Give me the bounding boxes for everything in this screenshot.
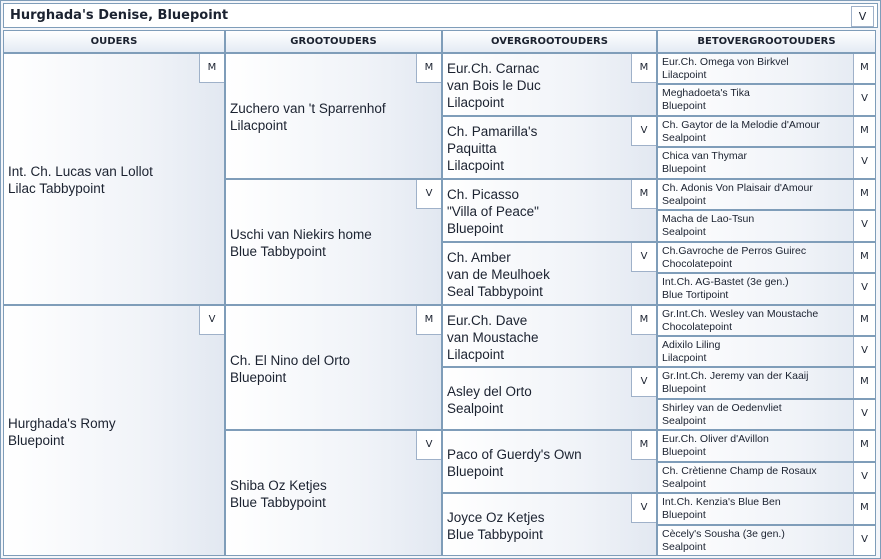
cat-name-line: Adixilo Liling bbox=[662, 339, 721, 351]
cat-name-line: Asley del Orto bbox=[447, 384, 532, 399]
cat-color: Bluepoint bbox=[662, 446, 706, 458]
great-great-grandparent-cell[interactable] bbox=[657, 179, 876, 210]
sex-indicator[interactable]: M bbox=[853, 368, 875, 398]
column-header-great-grandparents: OVERGROOTOUDERS bbox=[442, 30, 657, 53]
sex-indicator[interactable]: M bbox=[631, 431, 656, 460]
great-great-grandparent-cell[interactable] bbox=[657, 336, 876, 367]
cat-name-line: van de Meulhoek bbox=[447, 267, 550, 282]
grandparent-cell[interactable] bbox=[225, 53, 442, 179]
parent-text bbox=[8, 163, 153, 197]
great-grandparent-text bbox=[447, 60, 541, 111]
cat-color: Sealpoint bbox=[662, 415, 706, 427]
cat-name-line: Shiba Oz Ketjes bbox=[230, 478, 327, 493]
cat-name-line: Cècely's Sousha (3e gen.) bbox=[662, 528, 785, 540]
sex-indicator[interactable]: M bbox=[416, 54, 441, 83]
great-great-grandparent-cell[interactable] bbox=[657, 399, 876, 430]
cat-name-line: Ch. Pamarilla's bbox=[447, 124, 538, 139]
great-grandparent-text bbox=[447, 446, 582, 480]
cat-color: Sealpoint bbox=[662, 541, 706, 553]
great-great-grandparent-text bbox=[662, 276, 789, 302]
cat-color: Bluepoint bbox=[662, 163, 706, 175]
great-grandparent-cell[interactable] bbox=[442, 242, 657, 305]
cat-color: Blue Tortipoint bbox=[662, 289, 729, 301]
parent-cell[interactable] bbox=[3, 305, 225, 556]
cat-color: Blue Tabbypoint bbox=[447, 527, 543, 542]
grandparent-text bbox=[230, 352, 350, 386]
great-great-grandparent-cell[interactable] bbox=[657, 525, 876, 556]
cat-name-title: Hurghada's Denise, Bluepoint bbox=[10, 8, 229, 23]
cat-name-line: Gr.Int.Ch. Jeremy van der Kaaij bbox=[662, 370, 809, 382]
cat-name-line: Ch. Crètienne Champ de Rosaux bbox=[662, 465, 817, 477]
column-header-parents: OUDERS bbox=[3, 30, 225, 53]
great-grandparent-cell[interactable] bbox=[442, 53, 657, 116]
great-great-grandparent-text bbox=[662, 119, 820, 145]
great-great-grandparent-text bbox=[662, 433, 769, 459]
cat-color: Bluepoint bbox=[447, 464, 504, 479]
sex-indicator[interactable]: M bbox=[853, 117, 875, 146]
cat-name-line: Int.Ch. Kenzia's Blue Ben bbox=[662, 496, 781, 508]
great-grandparent-cell[interactable] bbox=[442, 430, 657, 493]
great-grandparent-cell[interactable] bbox=[442, 116, 657, 179]
sex-indicator[interactable]: V bbox=[853, 400, 875, 429]
cat-color: Sealpoint bbox=[662, 132, 706, 144]
grandparent-text bbox=[230, 100, 386, 134]
sex-indicator[interactable]: V bbox=[199, 306, 224, 335]
great-great-grandparent-cell[interactable] bbox=[657, 242, 876, 273]
grandparent-text bbox=[230, 226, 372, 260]
sex-indicator[interactable]: V bbox=[416, 431, 441, 460]
great-great-grandparent-text bbox=[662, 87, 750, 113]
sex-indicator[interactable]: M bbox=[416, 306, 441, 335]
great-great-grandparent-text bbox=[662, 245, 806, 271]
sex-indicator[interactable]: V bbox=[851, 6, 874, 27]
sex-indicator[interactable]: M bbox=[853, 431, 875, 461]
great-grandparent-cell[interactable] bbox=[442, 493, 657, 556]
sex-indicator[interactable]: V bbox=[853, 211, 875, 241]
cat-color: Sealpoint bbox=[662, 478, 706, 490]
cat-name-line: Gr.Int.Ch. Wesley van Moustache bbox=[662, 308, 819, 320]
parent-text bbox=[8, 415, 116, 449]
column-header-great-great-grandparents: BETOVERGROOTOUDERS bbox=[657, 30, 876, 53]
great-grandparent-text bbox=[447, 186, 539, 237]
great-great-grandparent-cell[interactable] bbox=[657, 116, 876, 147]
title-bar bbox=[3, 3, 878, 28]
cat-name-line: Hurghada's Romy bbox=[8, 416, 116, 431]
sex-indicator[interactable]: V bbox=[853, 337, 875, 366]
sex-indicator[interactable]: M bbox=[631, 306, 656, 335]
sex-indicator[interactable]: V bbox=[631, 117, 656, 146]
sex-indicator[interactable]: V bbox=[853, 148, 875, 178]
cat-color: Lilacpoint bbox=[662, 69, 707, 81]
cat-color: Blue Tabbypoint bbox=[230, 244, 326, 259]
cat-name-line: Ch. Amber bbox=[447, 250, 511, 265]
cat-name-line: Int. Ch. Lucas van Lollot bbox=[8, 164, 153, 179]
grandparent-cell[interactable] bbox=[225, 305, 442, 430]
great-great-grandparent-text bbox=[662, 402, 782, 428]
cat-name-line: Ch. Adonis Von Plaisair d'Amour bbox=[662, 182, 813, 194]
cat-name-line: Int.Ch. AG-Bastet (3e gen.) bbox=[662, 276, 789, 288]
grandparent-cell[interactable] bbox=[225, 179, 442, 305]
great-great-grandparent-text bbox=[662, 56, 789, 82]
sex-indicator[interactable]: M bbox=[199, 54, 224, 83]
sex-indicator[interactable]: V bbox=[631, 243, 656, 272]
cat-name-line: Ch.Gavroche de Perros Guirec bbox=[662, 245, 807, 257]
cat-color: Seal Tabbypoint bbox=[447, 284, 543, 299]
cat-name-line: Eur.Ch. Carnac bbox=[447, 61, 540, 76]
great-great-grandparent-text bbox=[662, 182, 813, 208]
sex-indicator[interactable]: M bbox=[853, 494, 875, 524]
cat-name-line: Joyce Oz Ketjes bbox=[447, 510, 545, 525]
sex-indicator[interactable]: M bbox=[631, 180, 656, 209]
cat-color: Lilacpoint bbox=[662, 352, 707, 364]
great-grandparent-cell[interactable] bbox=[442, 367, 657, 430]
great-great-grandparent-text bbox=[662, 370, 808, 396]
cat-color: Sealpoint bbox=[447, 401, 504, 416]
great-great-grandparent-text bbox=[662, 528, 785, 554]
cat-name-line: Meghadoeta's Tika bbox=[662, 87, 750, 99]
cat-name-line: Chica van Thymar bbox=[662, 150, 748, 162]
great-great-grandparent-cell[interactable] bbox=[657, 210, 876, 242]
cat-name-line: Ch. Gaytor de la Melodie d'Amour bbox=[662, 119, 820, 131]
cat-color: Lilac Tabbypoint bbox=[8, 181, 105, 196]
great-grandparent-text bbox=[447, 312, 539, 363]
sex-indicator[interactable]: M bbox=[853, 54, 875, 83]
sex-indicator[interactable]: V bbox=[631, 494, 656, 523]
cat-color: Bluepoint bbox=[662, 100, 706, 112]
cat-color: Blue Tabbypoint bbox=[230, 495, 326, 510]
sex-indicator[interactable]: M bbox=[853, 180, 875, 209]
cat-name-line: Zuchero van 't Sparrenhof bbox=[230, 101, 386, 116]
cat-color: Lilacpoint bbox=[447, 347, 505, 362]
great-great-grandparent-text bbox=[662, 465, 817, 491]
sex-indicator[interactable]: V bbox=[853, 274, 875, 304]
cat-color: Lilacpoint bbox=[447, 95, 505, 110]
cat-name-line: van Bois le Duc bbox=[447, 78, 541, 93]
great-great-grandparent-cell[interactable] bbox=[657, 305, 876, 336]
column-header-grandparents: GROOTOUDERS bbox=[225, 30, 442, 53]
great-great-grandparent-cell[interactable] bbox=[657, 273, 876, 305]
cat-name-line: "Villa of Peace" bbox=[447, 204, 539, 219]
sex-indicator[interactable]: V bbox=[853, 463, 875, 492]
cat-color: Chocolatepoint bbox=[662, 321, 733, 333]
cat-name-line: Ch. El Nino del Orto bbox=[230, 353, 351, 368]
cat-color: Bluepoint bbox=[8, 433, 65, 448]
cat-name-line: Eur.Ch. Omega von Birkvel bbox=[662, 56, 789, 68]
sex-indicator[interactable]: M bbox=[631, 54, 656, 83]
grandparent-cell[interactable] bbox=[225, 430, 442, 556]
sex-indicator[interactable]: M bbox=[853, 306, 875, 335]
great-great-grandparent-cell[interactable] bbox=[657, 53, 876, 84]
great-grandparent-text bbox=[447, 249, 550, 300]
great-great-grandparent-text bbox=[662, 150, 747, 176]
cat-color: Sealpoint bbox=[662, 226, 706, 238]
great-great-grandparent-cell[interactable] bbox=[657, 84, 876, 116]
great-great-grandparent-cell[interactable] bbox=[657, 147, 876, 179]
sex-indicator[interactable]: V bbox=[853, 526, 875, 555]
great-great-grandparent-cell[interactable] bbox=[657, 462, 876, 493]
cat-name-line: Uschi van Niekirs home bbox=[230, 227, 372, 242]
cat-name-line: Eur.Ch. Oliver d'Avillon bbox=[662, 433, 769, 445]
cat-color: Lilacpoint bbox=[230, 118, 288, 133]
great-grandparent-cell[interactable] bbox=[442, 179, 657, 242]
great-grandparent-text bbox=[447, 123, 537, 174]
great-grandparent-text bbox=[447, 383, 532, 417]
cat-color: Bluepoint bbox=[662, 509, 706, 521]
cat-color: Lilacpoint bbox=[447, 158, 505, 173]
parent-cell[interactable] bbox=[3, 53, 225, 305]
cat-color: Chocolatepoint bbox=[662, 258, 733, 270]
cat-name-line: Macha de Lao-Tsun bbox=[662, 213, 755, 225]
great-great-grandparent-text bbox=[662, 308, 818, 334]
sex-indicator[interactable]: V bbox=[416, 180, 441, 209]
great-grandparent-cell[interactable] bbox=[442, 305, 657, 367]
cat-name-line: van Moustache bbox=[447, 330, 539, 345]
cat-name-line: Ch. Picasso bbox=[447, 187, 520, 202]
great-great-grandparent-cell[interactable] bbox=[657, 367, 876, 399]
cat-color: Bluepoint bbox=[230, 370, 287, 385]
cat-name-line: Paquitta bbox=[447, 141, 497, 156]
cat-name-line: Eur.Ch. Dave bbox=[447, 313, 528, 328]
great-grandparent-text bbox=[447, 509, 545, 543]
cat-color: Sealpoint bbox=[662, 195, 706, 207]
sex-indicator[interactable]: V bbox=[853, 85, 875, 115]
cat-name-line: Paco of Guerdy's Own bbox=[447, 447, 582, 462]
sex-indicator[interactable]: M bbox=[853, 243, 875, 272]
great-great-grandparent-text bbox=[662, 213, 754, 239]
great-great-grandparent-cell[interactable] bbox=[657, 493, 876, 525]
cat-name-line: Shirley van de Oedenvliet bbox=[662, 402, 782, 414]
cat-color: Bluepoint bbox=[447, 221, 504, 236]
great-great-grandparent-text bbox=[662, 496, 781, 522]
great-great-grandparent-cell[interactable] bbox=[657, 430, 876, 462]
cat-color: Bluepoint bbox=[662, 383, 706, 395]
grandparent-text bbox=[230, 477, 327, 511]
great-great-grandparent-text bbox=[662, 339, 720, 365]
sex-indicator[interactable]: V bbox=[631, 368, 656, 397]
